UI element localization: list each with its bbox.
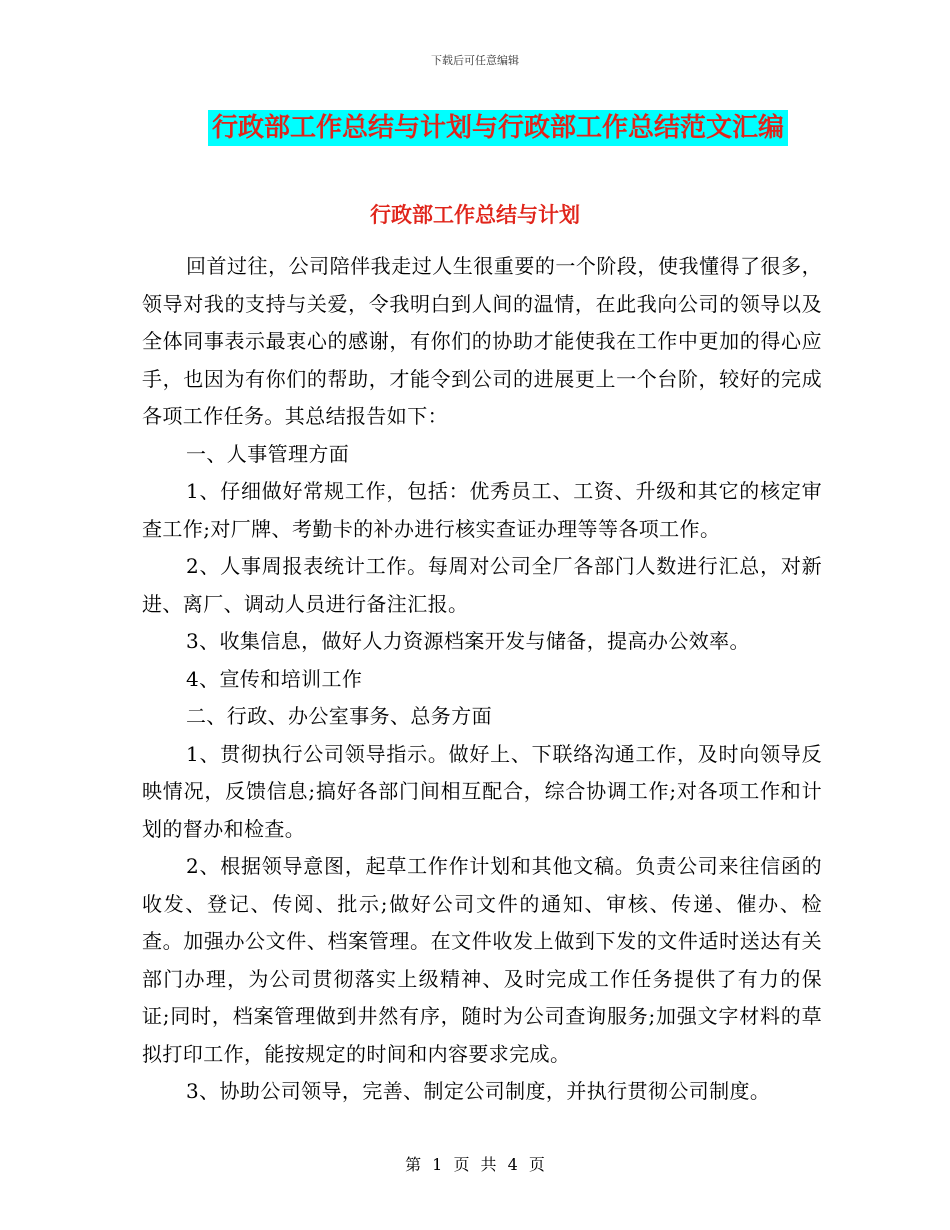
section-heading-personnel: 一、人事管理方面	[186, 441, 350, 466]
paragraph-admin-1: 1、贯彻执行公司领导指示。做好上、下联络沟通工作，及时向领导反映情况，反馈信息;搞好各部门间相互配合，综合协调工作;对各项工作和计划的督办和检查。	[142, 741, 822, 841]
section-heading-admin: 二、行政、办公室事务、总务方面	[186, 704, 492, 728]
paragraph-intro: 回首过往，公司陪伴我走过人生很重要的一个阶段，使我懂得了很多，领导对我的支持与关爱，令我明白到人间的温情，在此我向公司的领导以及全体同事表示最衷心的感谢，有你们的协助才能使我在工作中更加的得心应手，也因为有你们的帮助，才能令到公司的进展更上一个台阶，较好的完成各项工作任务。其总结报告如下：	[142, 254, 822, 428]
paragraph-personnel-1: 1、仔细做好常规工作，包括：优秀员工、工资、升级和其它的核定审查工作;对厂牌、考勤卡的补办进行核实查证办理等等各项工作。	[142, 479, 822, 541]
paragraph-personnel-2: 2、人事周报表统计工作。每周对公司全厂各部门人数进行汇总，对新进、离厂、调动人员进行备注汇报。	[142, 554, 822, 616]
paragraph-personnel-4: 4、宣传和培训工作	[186, 666, 363, 691]
paragraph-admin-2: 2、根据领导意图，起草工作作计划和其他文稿。负责公司来往信函的收发、登记、传阅、批示;做好公司文件的通知、审核、传递、催办、检查。加强办公文件、档案管理。在文件收发上做到下发的文件适时送达有关部门办理，为公司贯彻落实上级精神、及时完成工作任务提供了有力的保证;同时，档案管理做到井然有序，随时为公司查询服务;加强文字材料的草拟打印工作，能按规定的时间和内容要求完成。	[142, 854, 822, 1066]
page-footer: 第 1 页 共 4 页	[405, 1155, 545, 1174]
paragraph-admin-3: 3、协助公司领导，完善、制定公司制度，并执行贯彻公司制度。	[186, 1079, 771, 1103]
paragraph-personnel-3: 3、收集信息，做好人力资源档案开发与储备，提高办公效率。	[186, 629, 750, 653]
document-body	[142, 248, 822, 1111]
header-note: 下载后可任意编辑	[431, 54, 519, 67]
sub-title: 行政部工作总结与计划	[370, 203, 580, 227]
main-title: 行政部工作总结与计划与行政部工作总结范文汇编	[208, 110, 788, 146]
main-title-container	[0, 110, 950, 146]
